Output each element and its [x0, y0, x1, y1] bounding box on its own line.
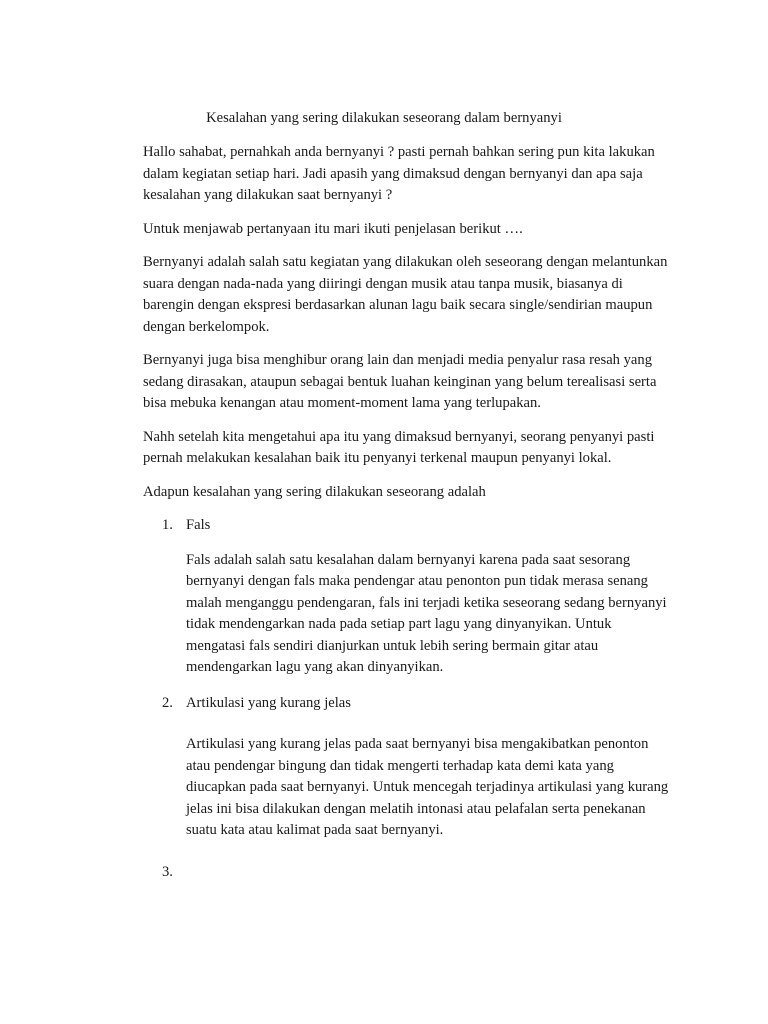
mistakes-list [143, 515, 673, 883]
paragraph-transition: Nahh setelah kita mengetahui apa itu yang dimaksud bernyanyi, seorang penyanyi pasti pernah melakukan kesalahan baik itu penyanyi terkenal maupun penyanyi lokal. [143, 428, 655, 466]
document-body [143, 142, 673, 896]
paragraph-lead-in: Untuk menjawab pertanyaan itu mari ikuti penjelasan berikut …. [143, 220, 523, 237]
list-item-text: Artikulasi yang kurang jelas pada saat bernyanyi bisa mengakibatkan penonton atau pendengar bingung dan tidak mengerti terhadap kata demi kata yang diucapkan pada saat bernyanyi. Untuk mencegah terjadinya artikulasi yang kurang jelas ini bisa dilakukan dengan melatih intonasi atau pelafalan serta penekanan suatu kata atau kalimat pada saat bernyanyi. [186, 736, 669, 838]
document-title: Kesalahan yang sering dilakukan seseorang dalam bernyanyi [206, 110, 562, 126]
paragraph-benefits: Bernyanyi juga bisa menghibur orang lain dan menjadi media penyalur rasa resah yang sedang dirasakan, ataupun sebagai bentuk luahan keinginan yang belum terealisasi serta bisa mebuka kenangan atau moment-moment lama yang terlupakan. [143, 352, 657, 411]
paragraph-definition: Bernyanyi adalah salah satu kegiatan yang dilakukan oleh seseorang dengan melantunkan suara dengan nada-nada yang diiringi dengan musik atau tanpa musik, biasanya di barengin dengan ekspresi berdasarkan alunan lagu baik secara single/sendirian maupun dengan berkelompok. [143, 254, 668, 335]
list-item [143, 862, 673, 884]
list-item-text: Fals adalah salah satu kesalahan dalam bernyanyi karena pada saat sesorang bernyanyi dengan fals maka pendengar atau penonton pun tidak merasa senang malah menganggu pendengaran, fals ini terjadi ketika seseorang sedang bernyanyi tidak mendengarkan nada pada setiap part lagu yang dinyanyikan. Untuk mengatasi fals sendiri dianjurkan untuk lebih sering bermain gitar atau mendengarkan lagu yang akan dinyanyikan. [186, 551, 667, 675]
list-item [143, 515, 673, 679]
list-item-title: Artikulasi yang kurang jelas [186, 694, 351, 711]
list-item-number: 2. [162, 694, 173, 711]
list-item-title [186, 862, 673, 884]
paragraph-list-intro: Adapun kesalahan yang sering dilakukan seseorang adalah [143, 483, 486, 500]
list-item-number: 1. [162, 517, 173, 533]
list-item-title: Fals [186, 517, 211, 533]
list-item [143, 693, 673, 842]
list-item-number: 3. [162, 863, 173, 880]
paragraph-intro: Hallo sahabat, pernahkah anda bernyanyi ? pasti pernah bahkan sering pun kita lakukan dalam kegiatan setiap hari. Jadi apasih yang dimaksud dengan bernyanyi dan apa saja kesalahan yang dilakukan saat bernyanyi ? [143, 144, 655, 203]
